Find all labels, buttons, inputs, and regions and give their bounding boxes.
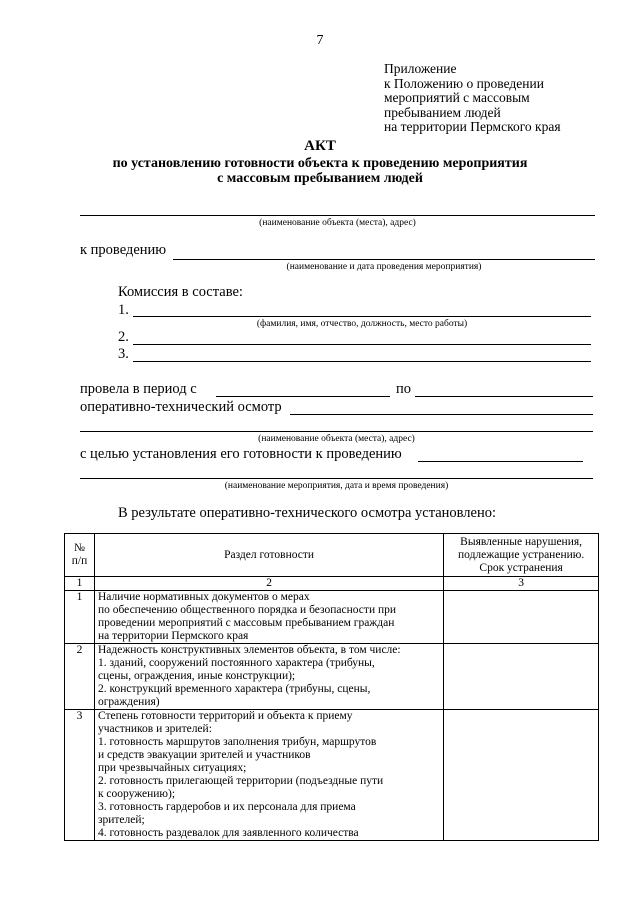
row-line: Степень готовности территорий и объекта к приему [97, 710, 353, 722]
inspection-field-line[interactable] [290, 414, 593, 415]
table-column-numbers-row [65, 577, 599, 591]
row-line: участников и зрителей: [97, 723, 212, 735]
row-line: 2. готовность прилегающей территории (подъездные пути [97, 775, 384, 787]
header-violations-line: Выявленные нарушения, [460, 535, 583, 548]
table-row [65, 710, 599, 841]
member-3-field-line[interactable] [133, 361, 591, 362]
page-number: 7 [316, 33, 324, 48]
readiness-table [64, 533, 599, 841]
row-line: Наличие нормативных документов о мерах [97, 591, 310, 603]
appendix-line: к Положению о проведении [384, 75, 544, 91]
to-conduct-label: к проведению [80, 242, 167, 258]
appendix-line: мероприятий с массовым [384, 90, 530, 105]
purpose-label: с целью установления его готовности к проведению [80, 446, 402, 462]
header-violations [444, 534, 599, 577]
member-3-label: 3. [118, 346, 129, 362]
purpose-event-field-line[interactable] [80, 478, 593, 479]
appendix-line: на территории Пермского края [384, 119, 561, 134]
row-line: к сооружению); [97, 788, 176, 800]
row-line: сцены, ограждения, иные конструкции); [97, 670, 296, 682]
header-violations-line: подлежащие устранению. [458, 548, 585, 561]
row-section [94, 644, 443, 710]
header-violations-line: Срок устранения [479, 561, 563, 574]
inspection-label: оперативно-технический осмотр [80, 399, 282, 415]
table-row [65, 644, 599, 710]
act-subtitle-line: по установлению готовности объекта к проведению мероприятия [112, 156, 528, 171]
member-caption: (фамилия, имя, отчество, должность, место работы) [256, 319, 468, 329]
row-line: по обеспечению общественного порядка и безопасности при [97, 604, 397, 616]
event-caption-2: (наименование мероприятия, дата и время проведения) [224, 481, 449, 491]
object-field-line[interactable] [80, 215, 595, 216]
appendix-line: Приложение [384, 61, 457, 76]
act-subtitle-line: с массовым пребыванием людей [217, 171, 423, 186]
row-section [94, 591, 443, 644]
row-line: на территории Пермского края [97, 630, 249, 642]
row-line: 4. готовность раздевалок для заявленного количества [97, 827, 359, 839]
member-2-field-line[interactable] [133, 344, 591, 345]
inspection-object-field-line[interactable] [80, 431, 593, 432]
period-from-label: провела в период с [80, 381, 197, 397]
event-caption: (наименование и дата проведения мероприятия) [286, 262, 482, 272]
result-text: В результате оперативно-технического осмотра установлено: [118, 505, 497, 521]
period-from-field-line[interactable] [216, 396, 390, 397]
header-num-line: № [73, 542, 85, 554]
header-num-line: п/п [71, 555, 88, 567]
row-num: 3 [65, 710, 95, 841]
member-1-field-line[interactable] [133, 316, 591, 317]
act-title: АКТ [304, 138, 336, 154]
row-num: 1 [65, 591, 95, 644]
row-violations-cell[interactable] [444, 591, 599, 644]
purpose-field-line[interactable] [418, 461, 583, 462]
member-1-label: 1. [118, 302, 129, 318]
column-number: 2 [94, 577, 443, 591]
row-line: 1. зданий, сооружений постоянного характера (трибуны, [97, 657, 375, 669]
row-line: при чрезвычайных ситуациях; [97, 762, 247, 774]
row-section [94, 710, 443, 841]
column-number: 1 [65, 577, 95, 591]
row-num: 2 [65, 644, 95, 710]
period-to-label: по [396, 381, 412, 397]
row-violations-cell[interactable] [444, 710, 599, 841]
object-caption-2: (наименование объекта (места), адрес) [258, 434, 415, 444]
row-violations-cell[interactable] [444, 644, 599, 710]
member-2-label: 2. [118, 329, 129, 345]
table-row [65, 591, 599, 644]
appendix-line: пребыванием людей [384, 104, 501, 120]
object-caption: (наименование объекта (места), адрес) [259, 218, 416, 228]
commission-label: Комиссия в составе: [118, 284, 243, 300]
act-subtitle [0, 156, 640, 186]
column-number: 3 [444, 577, 599, 591]
row-line: 3. готовность гардеробов и их персонала для приема [97, 801, 356, 813]
header-num [65, 534, 95, 577]
row-line: проведении мероприятий с массовым пребыванием граждан [97, 617, 395, 629]
period-to-field-line[interactable] [415, 396, 593, 397]
row-line: Надежность конструктивных элементов объекта, в том числе: [97, 644, 401, 656]
row-line: и средств эвакуации зрителей и участников [97, 749, 311, 761]
row-line: ограждения) [97, 696, 160, 708]
row-line: 1. готовность маршрутов заполнения трибун, маршрутов [97, 736, 377, 748]
header-section: Раздел готовности [94, 534, 443, 577]
row-line: зрителей; [97, 814, 145, 826]
appendix-note [384, 62, 561, 135]
table-header-row [65, 534, 599, 577]
row-line: 2. конструкций временного характера (трибуны, сцены, [97, 683, 371, 695]
event-field-line[interactable] [173, 259, 595, 260]
